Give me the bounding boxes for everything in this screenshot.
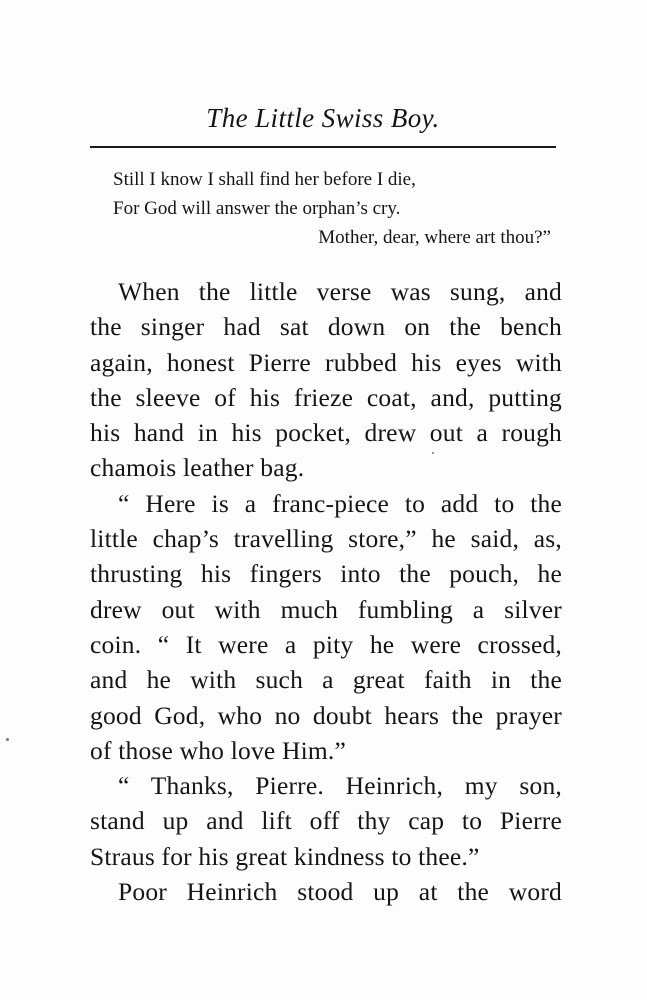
text-line: thrusting his fingers into the pouch, he bbox=[90, 559, 562, 589]
text-line: Poor Heinrich stood up at the word bbox=[118, 877, 562, 907]
text-line: Straus for his great kindness to thee.” bbox=[90, 841, 480, 871]
verse-block bbox=[113, 165, 553, 252]
text-line: his hand in his pocket, drew out a rough bbox=[90, 418, 562, 448]
running-title: The Little Swiss Boy. bbox=[206, 103, 440, 133]
text-line: chamois leather bag. bbox=[90, 453, 305, 483]
paragraph bbox=[90, 486, 562, 768]
verse-line: Mother, dear, where art thou?” bbox=[318, 227, 551, 248]
paper-speck bbox=[6, 738, 9, 741]
text-line: good God, who no doubt hears the prayer bbox=[90, 700, 562, 730]
paragraph bbox=[90, 274, 562, 486]
text-line: the sleeve of his frieze coat, and, putting bbox=[90, 382, 562, 412]
text-line: stand up and lift off thy cap to Pierre bbox=[90, 806, 562, 836]
text-line: of those who love Him.” bbox=[90, 735, 347, 765]
text-line: coin. “ It were a pity he were crossed, bbox=[90, 629, 562, 659]
text-line: and he with such a great faith in the bbox=[90, 665, 562, 695]
text-line: “ Here is a franc-piece to add to the bbox=[118, 488, 562, 518]
text-line: drew out with much fumbling a silver bbox=[90, 594, 562, 624]
paragraph bbox=[90, 874, 562, 909]
text-line: “ Thanks, Pierre. Heinrich, my son, bbox=[118, 771, 562, 801]
body-text bbox=[90, 274, 562, 909]
text-line: the singer had sat down on the bench bbox=[90, 312, 562, 342]
paragraph bbox=[90, 768, 562, 874]
text-line: again, honest Pierre rubbed his eyes with bbox=[90, 347, 562, 377]
text-line: little chap’s travelling store,” he said, as, bbox=[90, 524, 562, 554]
text-line: When the little verse was sung, and bbox=[118, 277, 562, 306]
verse-line: For God will answer the orphan’s cry. bbox=[113, 198, 401, 219]
verse-line: Still I know I shall find her before I die, bbox=[113, 169, 416, 190]
paper-speck bbox=[432, 452, 434, 454]
header-rule bbox=[90, 146, 556, 148]
